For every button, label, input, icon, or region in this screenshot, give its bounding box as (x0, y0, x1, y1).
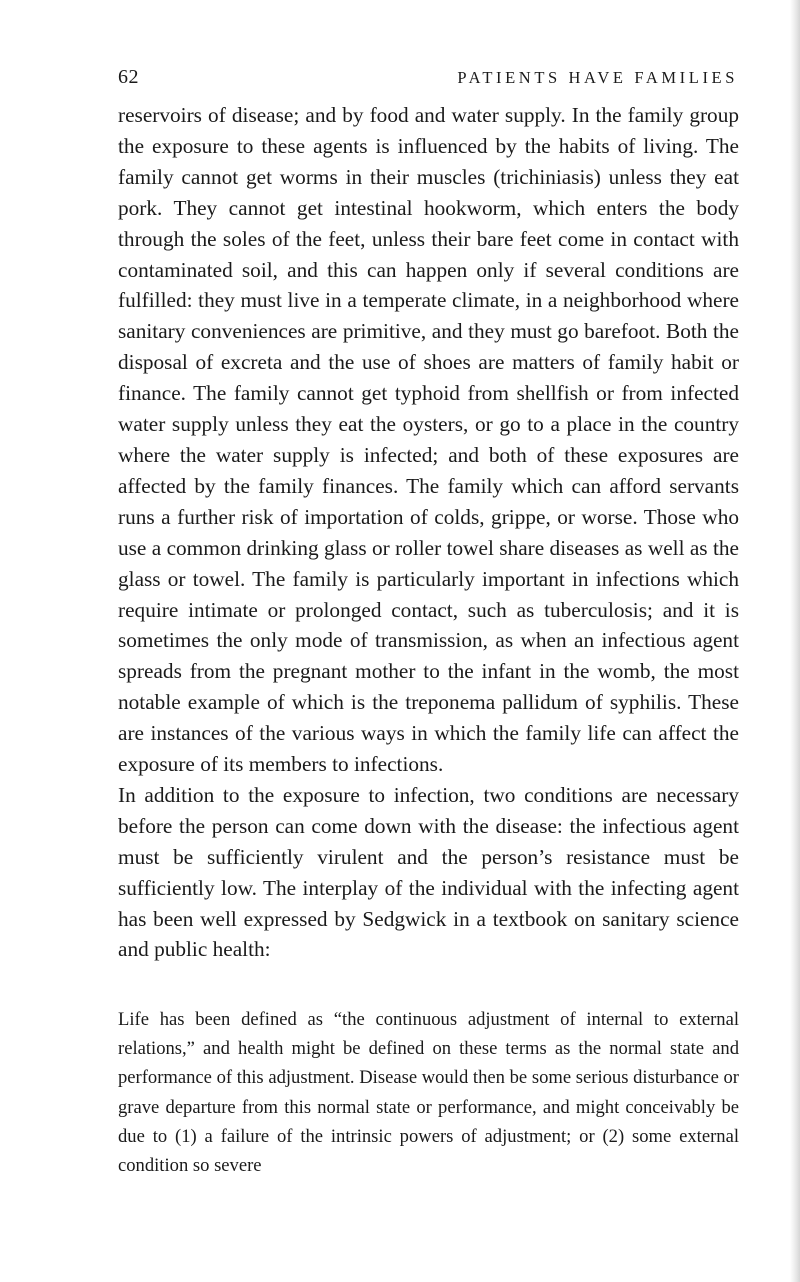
running-head: PATIENTS HAVE FAMILIES (457, 68, 738, 87)
paragraph-1: reservoirs of disease; and by food and water supply. In the family group the exposure to these agents is influenced by the habits of living. The family cannot get worms in their muscles (trichiniasis) unless they eat pork. They cannot get intestinal hookworm, which enters the body through the soles of the feet, unless their bare feet come in contact with contaminated soil, and this can happen only if several conditions are fulfilled: they must live in a temperate climate, in a neighborhood where sanitary conveniences are primitive, and they must go barefoot. Both the disposal of excreta and the use of shoes are matters of family habit or finance. The family cannot get typhoid from shellfish or from infected water supply unless they eat the oysters, or go to a place in the country where the water supply is infected; and both of these exposures are affected by the family finances. The family which can afford servants runs a further risk of importation of colds, grippe, or worse. Those who use a common drinking glass or roller towel share diseases as well as the glass or towel. The family is particularly important in infections which require intimate or prolonged contact, such as tuberculosis; and it is sometimes the only mode of transmission, as when an infectious agent spreads from the pregnant mother to the infant in the womb, the most notable example of which is the treponema pallidum of syphilis. These are instances of the various ways in which the family life can affect the exposure of its members to infections. (118, 103, 739, 777)
page-header (118, 66, 738, 96)
body-text (118, 100, 739, 965)
quote-text: Life has been defined as “the continuous adjustment of internal to external relations,” and health might be defined on these terms as the normal state and performance of this adjustment. Disease would then be some serious disturbance or grave departure from this normal state or performance, and might conceivably be due to (1) a failure of the intrinsic powers of adjustment; or (2) some external condition so severe (118, 1009, 739, 1177)
paragraph-2: In addition to the exposure to infection, two conditions are necessary before the person can come down with the disease: the infectious agent must be sufficiently virulent and the person’s resistance must be sufficiently low. The interplay of the individual with the infecting agent has been well expressed by Sedgwick in a textbook on sanitary science and public health: (118, 782, 739, 962)
page-number: 62 (118, 66, 139, 88)
page-edge-shadow (790, 0, 800, 1282)
block-quote (118, 1005, 739, 1180)
